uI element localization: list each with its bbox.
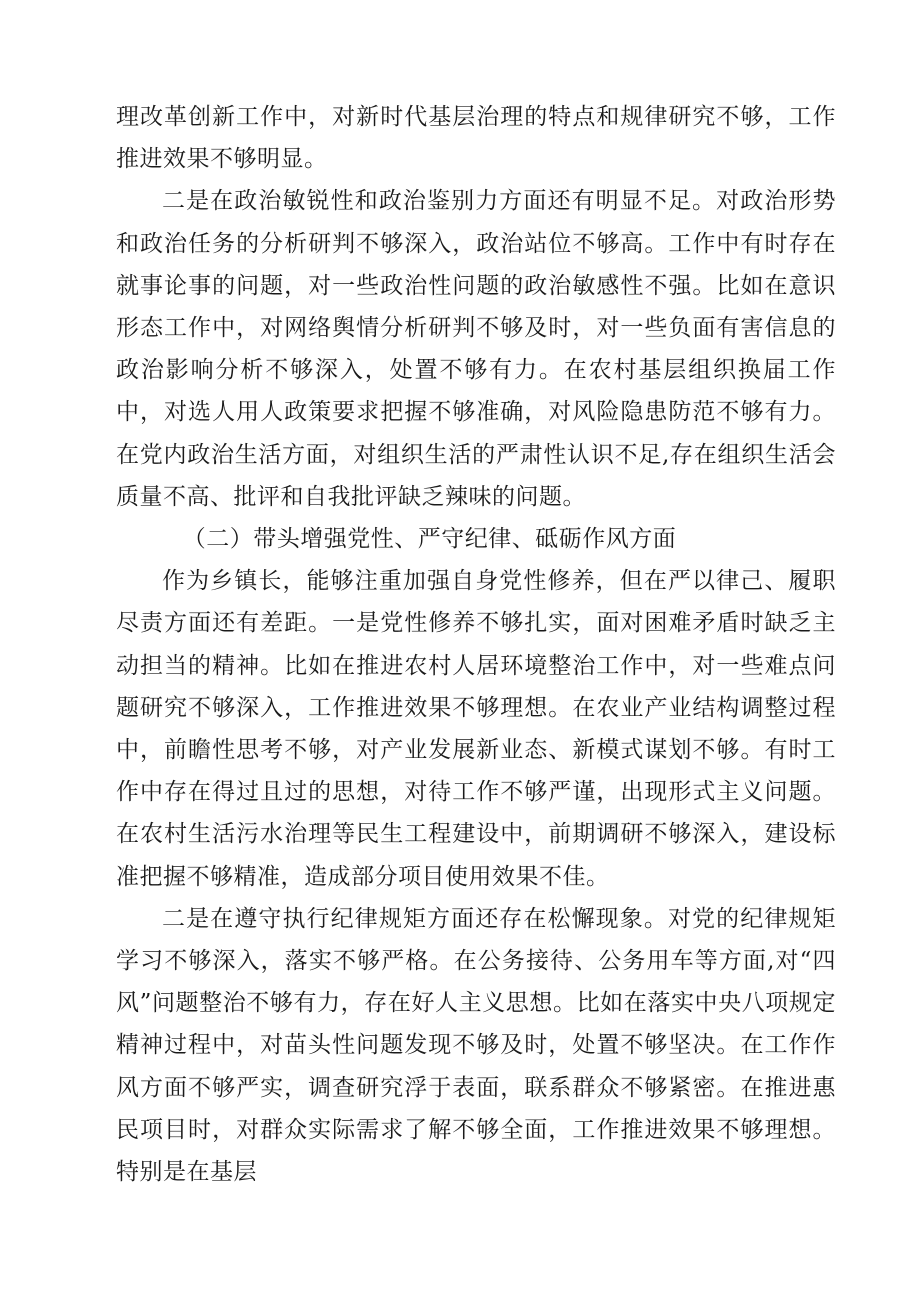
paragraph-discipline: 二是在遵守执行纪律规矩方面还存在松懈现象。对党的纪律规矩学习不够深入，落实不够严格。在公务接待、公务用车等方面,对“四风”问题整治不够有力，存在好人主义思想。比如在落实中央八项规定精神过程中，对苗头性问题发现不够及时，处置不够坚决。在工作作风方面不够严实，调查研究浮于表面，联系群众不够紧密。在推进惠民项目时，对群众实际需求了解不够全面，工作推进效果不够理想。特别是在基层 [116, 905, 836, 1186]
paragraph-party-spirit: 作为乡镇长，能够注重加强自身党性修养，但在严以律己、履职尽责方面还有差距。一是党性修养不够扎实，面对困难矛盾时缺乏主动担当的精神。比如在推进农村人居环境整治工作中，对一些难点问题研究不够深入，工作推进效果不够理想。在农业产业结构调整过程中，前瞻性思考不够，对产业发展新业态、新模式谋划不够。有时工作中存在得过且过的思想，对待工作不够严谨，出现形式主义问题。在农村生活污水治理等民生工程建设中，前期调研不够深入，建设标准把握不够精准，造成部分项目使用效果不佳。 [116, 568, 836, 890]
paragraph-political-sensitivity: 二是在政治敏锐性和政治鉴别力方面还有明显不足。对政治形势和政治任务的分析研判不够深入，政治站位不够高。工作中有时存在就事论事的问题，对一些政治性问题的政治敏感性不强。比如在意识形态工作中，对网络舆情分析研判不够及时，对一些负面有害信息的政治影响分析不够深入，处置不够有力。在农村基层组织换届工作中，对选人用人政策要求把握不够准确，对风险隐患防范不够有力。在党内政治生活方面，对组织生活的严肃性认识不足,存在组织生活会质量不高、批评和自我批评缺乏辣味的问题。 [116, 188, 836, 510]
document-body [116, 96, 836, 1193]
section-heading-party-spirit: （二）带头增强党性、严守纪律、砥砺作风方面 [182, 526, 677, 553]
paragraph-continuation: 理改革创新工作中，对新时代基层治理的特点和规律研究不够，工作推进效果不够明显。 [116, 104, 836, 173]
